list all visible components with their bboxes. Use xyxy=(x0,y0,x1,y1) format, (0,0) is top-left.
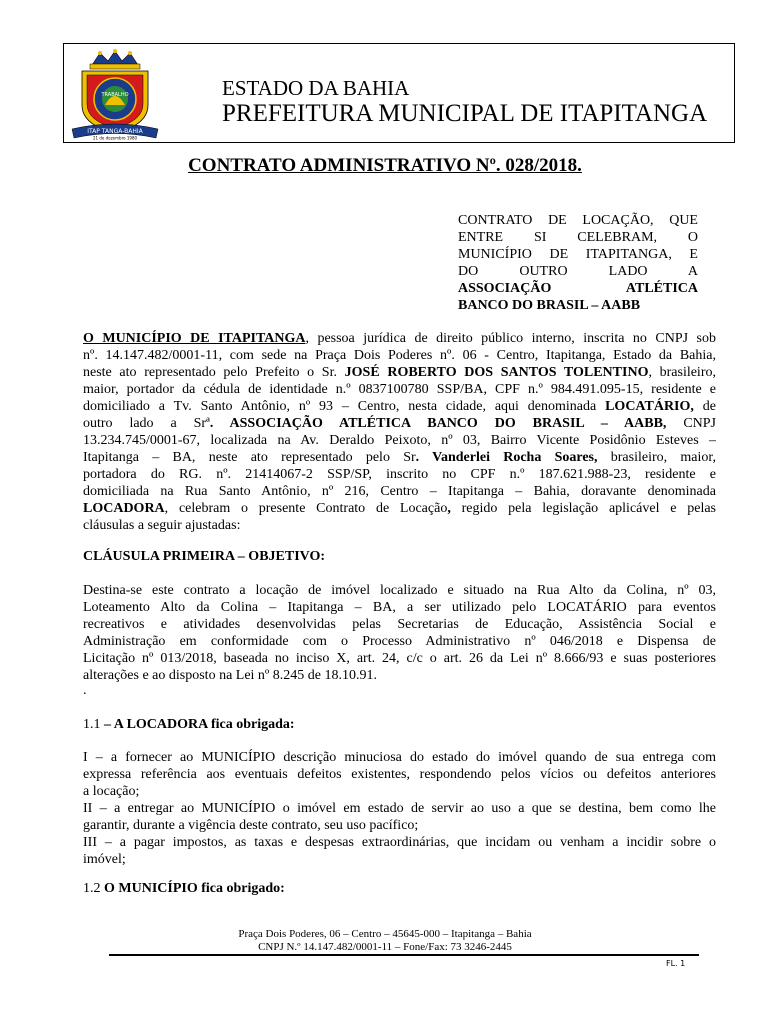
page-number: FL. 1 xyxy=(666,959,686,968)
intro-line: 13.234.745/0001-67, localizada na Av. Deraldo Peixoto, nº 03, Bairro Vicente Posidônio Esteves – xyxy=(83,433,716,448)
intro-line: cláusulas a seguir ajustadas: xyxy=(83,518,241,533)
section-number: 1.2 xyxy=(83,881,101,896)
intro-text: de xyxy=(693,399,716,414)
clause-paragraph xyxy=(83,582,716,684)
logo-inner-text: TRABALHO xyxy=(101,92,129,98)
intro-text: brasileiro, maior, xyxy=(597,450,716,465)
letterhead xyxy=(63,43,735,143)
section-line: expressa referência aos eventuais defeitos existentes, respondendo pelos vícios ou defeitos anteriores xyxy=(83,767,716,782)
summary-line: DO OUTRO LADO A xyxy=(458,264,698,279)
intro-line xyxy=(83,364,716,381)
section-line: II – a entregar ao MUNICÍPIO o imóvel em estado de servir ao uso a que se destina, bem como lhe xyxy=(83,801,716,816)
intro-line: portadora do RG. nº. 21414067-2 SSP/SP, inscrito no CPF n.º 187.621.988-23, residente e xyxy=(83,467,716,482)
municipal-coat-of-arms-icon xyxy=(70,49,160,141)
locadora-label: LOCADORA xyxy=(83,501,165,516)
summary-line: MUNICÍPIO DE ITAPITANGA, E xyxy=(458,247,698,262)
municipality-name: O MUNICÍPIO DE ITAPITANGA xyxy=(83,331,306,346)
summary-line: ENTRE SI CELEBRAM, O xyxy=(458,230,698,245)
summary-line: CONTRATO DE LOCAÇÃO, QUE xyxy=(458,213,698,228)
state-name: ESTADO DA BAHIA xyxy=(222,76,410,100)
intro-line: nº. 14.147.482/0001-11, com sede na Praça Dois Poderes nº. 06 - Centro, Itapitanga, Estado da Bahia, xyxy=(83,348,716,363)
locatario-label: LOCATÁRIO, xyxy=(605,399,694,414)
intro-line: domiciliada na Rua Santo Antônio, nº 216, Centro – Itapitanga – Bahia, doravante denominada xyxy=(83,484,716,499)
section-number: 1.1 xyxy=(83,717,101,732)
footer-address: Praça Dois Poderes, 06 – Centro – 45645-000 – Itapitanga – Bahia xyxy=(238,928,532,940)
intro-line xyxy=(83,500,716,517)
intro-text: neste ato representado pelo Prefeito o Sr. xyxy=(83,365,345,380)
section-line: garantir, durante a vigência deste contrato, seu uso pacífico; xyxy=(83,818,419,833)
prefeitura-name: PREFEITURA MUNICIPAL DE ITAPITANGA xyxy=(222,100,708,127)
intro-text: , pessoa jurídica de direito público interno, inscrita no CNPJ sob xyxy=(305,331,716,346)
logo-banner-text: ITAP TANGA-BAHIA xyxy=(87,128,143,135)
intro-line: maior, portador da cédula de identidade n.º 0837100780 SSP/BA, CPF n.º 984.491.095-15, residente e xyxy=(83,382,716,397)
intro-text: regido pela legislação aplicável e pelas xyxy=(450,501,716,516)
clause-line: Licitação nº 013/2018, baseada no inciso X, art. 24, c/c o art. 26 da Lei nº 8.666/93 e suas posteriores xyxy=(83,651,716,666)
contract-summary xyxy=(458,212,698,314)
clause-line: Destina-se este contrato a locação de imóvel localizado e situado na Rua Alto da Colina, nº 03, xyxy=(83,583,716,598)
section-line: I – a fornecer ao MUNICÍPIO descrição minuciosa do estado do imóvel quando de sua entrega com xyxy=(83,750,716,765)
intro-paragraph xyxy=(83,330,716,534)
clause-line: Administração em conformidade com o Processo Administrativo nº 046/2018 e Dispensa de xyxy=(83,634,716,649)
section-paragraph xyxy=(83,749,716,868)
section-line: imóvel; xyxy=(83,852,126,867)
intro-text: outro lado a Srª xyxy=(83,416,210,431)
intro-text: Itapitanga – BA, neste ato representado pelo Sr xyxy=(83,450,416,465)
intro-text: , brasileiro, xyxy=(648,365,716,380)
intro-text: , xyxy=(447,501,451,516)
intro-text: , celebram o presente Contrato de Locação xyxy=(164,501,448,516)
letterhead-text xyxy=(222,76,707,128)
section-heading xyxy=(83,716,716,733)
intro-line xyxy=(83,398,716,415)
footer-divider xyxy=(109,954,699,956)
summary-line: ASSOCIAÇÃO ATLÉTICA xyxy=(458,281,698,296)
footer-cnpj: CNPJ N.º 14.147.482/0001-11 – Fone/Fax: 73 3246-2445 xyxy=(258,941,512,953)
intro-line xyxy=(83,449,716,466)
intro-line xyxy=(83,330,716,347)
representative-name: . Vanderlei Rocha Soares, xyxy=(415,450,598,465)
section-heading xyxy=(83,880,716,897)
section-line: III – a pagar impostos, as taxas e despesas extraordinárias, que incidam ou venham a incidir sobre o xyxy=(83,835,716,850)
intro-text: CNPJ xyxy=(666,416,716,431)
clause-line: alterações e ao disposto na Lei nº 8.245 de 18.10.91. xyxy=(83,668,377,683)
logo-date-text: 21 de dezembro 1980 xyxy=(92,135,138,141)
clause-line: recreativos e atividades desenvolvidas pelas Secretarias de Educação, Assistência Social e xyxy=(83,617,716,632)
intro-text: domiciliado a Tv. Santo Antônio, nº 93 – Centro, nesta cidade, aqui denominada xyxy=(83,399,606,414)
intro-line xyxy=(83,415,716,432)
clause-heading: CLÁUSULA PRIMEIRA – OBJETIVO: xyxy=(83,549,326,564)
summary-line: BANCO DO BRASIL – AABB xyxy=(458,298,641,313)
section-title: O MUNICÍPIO fica obrigado: xyxy=(100,881,285,896)
clause-line: Loteamento Alto da Colina – Itapitanga – BA, a ser utilizado pelo LOCATÁRIO para eventos xyxy=(83,600,716,615)
stray-dot: . xyxy=(83,683,87,698)
section-line: a locação; xyxy=(83,784,140,799)
association-name: . ASSOCIAÇÃO ATLÉTICA BANCO DO BRASIL – AABB, xyxy=(209,416,667,431)
contract-title: CONTRATO ADMINISTRATIVO Nº. 028/2018. xyxy=(188,155,582,176)
section-title: – A LOCADORA fica obrigada: xyxy=(100,717,295,732)
page-footer xyxy=(0,928,770,954)
mayor-name: JOSÉ ROBERTO DOS SANTOS TOLENTINO xyxy=(344,365,649,380)
